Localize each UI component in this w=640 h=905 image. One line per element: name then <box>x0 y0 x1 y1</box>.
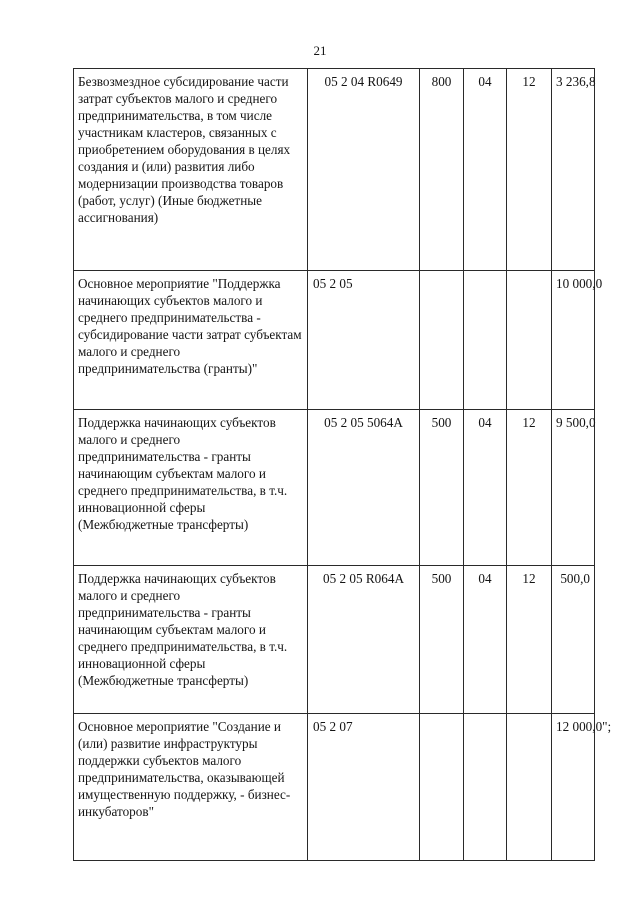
budget-table <box>73 68 612 861</box>
table-row <box>74 410 595 566</box>
expense-type-code: 500 <box>420 410 464 566</box>
table-row <box>74 566 595 714</box>
expense-type-code <box>420 271 464 410</box>
expense-type-code <box>420 714 464 861</box>
subsection-code: 12 <box>507 566 552 714</box>
amount: 500,0 <box>552 566 595 714</box>
section-code <box>464 714 507 861</box>
amount: 10 000,0 <box>552 271 595 410</box>
section-code: 04 <box>464 410 507 566</box>
target-article-code: 05 2 07 <box>308 714 420 861</box>
amount: 12 000,0"; <box>552 714 595 861</box>
row-name: Безвозмездное субсидирование части затрат субъектов малого и среднего предпринимательства, в том числе участникам кластеров, связанных с приобретением оборудования в целях создания и (или) развития либо модернизации производства товаров (работ, услуг) (Иные бюджетные ассигнования) <box>74 69 308 271</box>
target-article-code: 05 2 05 R064А <box>308 566 420 714</box>
amount: 3 236,8 <box>552 69 595 271</box>
target-article-code: 05 2 05 5064А <box>308 410 420 566</box>
row-name: Поддержка начинающих субъектов малого и среднего предпринимательства - гранты начинающим субъектам малого и среднего предпринимательства, в т.ч. инновационной сферы (Межбюджетные трансферты) <box>74 566 308 714</box>
subsection-code: 12 <box>507 410 552 566</box>
section-code: 04 <box>464 566 507 714</box>
section-code: 04 <box>464 69 507 271</box>
subsection-code <box>507 271 552 410</box>
amount: 9 500,0 <box>552 410 595 566</box>
section-code <box>464 271 507 410</box>
page-number: 21 <box>313 43 327 58</box>
row-name: Поддержка начинающих субъектов малого и среднего предпринимательства - гранты начинающим субъектам малого и среднего предпринимательства, в т.ч. инновационной сферы (Межбюджетные трансферты) <box>74 410 308 566</box>
row-name: Основное мероприятие "Создание и (или) развитие инфраструктуры поддержки субъектов малого предпринимательства, оказывающей имущественную поддержку, - бизнес-инкубаторов" <box>74 714 308 861</box>
expense-type-code: 500 <box>420 566 464 714</box>
subsection-code <box>507 714 552 861</box>
row-name: Основное мероприятие "Поддержка начинающих субъектов малого и среднего предпринимательства - субсидирование части затрат субъектам малого и среднего предпринимательства (гранты)" <box>74 271 308 410</box>
table-row <box>74 714 595 861</box>
subsection-code: 12 <box>507 69 552 271</box>
expense-type-code: 800 <box>420 69 464 271</box>
table-row <box>74 69 595 271</box>
target-article-code: 05 2 05 <box>308 271 420 410</box>
table-row <box>74 271 595 410</box>
target-article-code: 05 2 04 R0649 <box>308 69 420 271</box>
